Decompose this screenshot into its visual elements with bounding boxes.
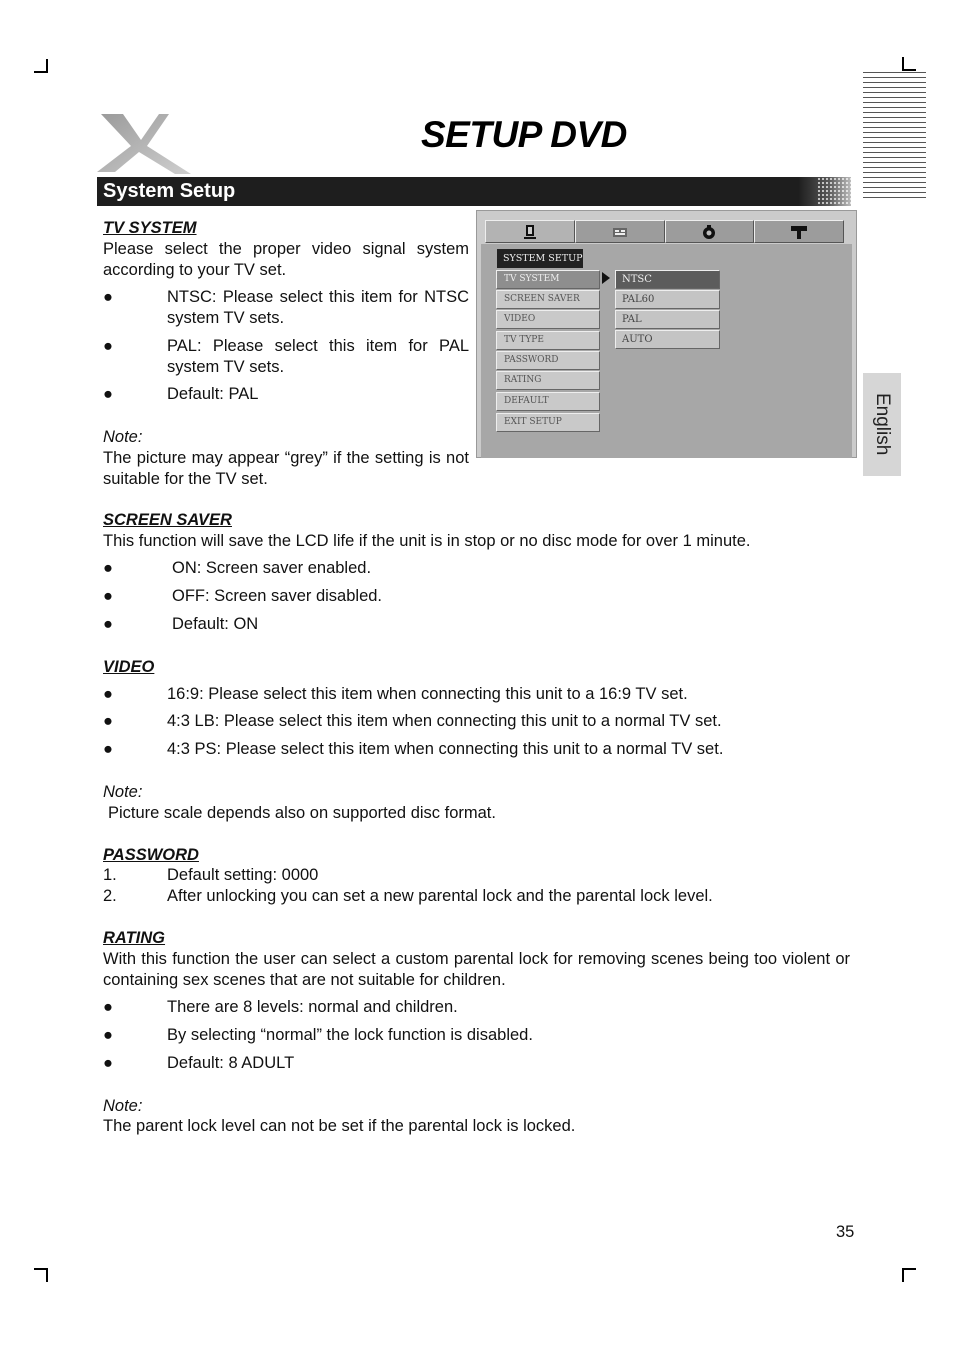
language-tab-label: English [872, 393, 893, 456]
bullet-icon: ● [103, 685, 113, 703]
list-item [103, 1053, 843, 1074]
bullet-icon: ● [103, 587, 113, 605]
list-item [103, 558, 803, 579]
tab-audio [665, 220, 755, 243]
brand-logo-icon [95, 110, 195, 180]
video-bullet-43ps: 4:3 PS: Please select this item when connecting this unit to a normal TV set. [167, 740, 724, 758]
list-item [103, 711, 843, 732]
tv-system-bullet-pal: PAL: Please select this item for PAL system TV sets. [167, 337, 469, 376]
rating-note: The parent lock level can not be set if the parental lock is locked. [103, 1117, 576, 1135]
video-bullet-169: 16:9: Please select this item when connecting this unit to a 16:9 TV set. [167, 685, 688, 703]
tv-system-bullet-default: Default: PAL [167, 385, 259, 403]
bullet-icon: ● [103, 1054, 113, 1072]
rating-heading: RATING [103, 929, 166, 947]
menu-item-exit-setup: EXIT SETUP [496, 413, 600, 432]
bullet-icon: ● [103, 385, 113, 403]
crop-mark-top-right [902, 57, 916, 71]
list-item [103, 586, 803, 607]
setup-menu-screenshot [476, 210, 857, 458]
display-icon [523, 224, 537, 240]
bullet-icon: ● [103, 712, 113, 730]
list-item [103, 287, 469, 329]
list-item [103, 997, 843, 1018]
video-note-label: Note: [103, 783, 143, 801]
section-header-bar [97, 177, 851, 206]
menu-item-video: VIDEO [496, 310, 600, 329]
bullet-icon: ● [103, 288, 113, 306]
menu-item-tv-type: TV TYPE [496, 331, 600, 350]
list-item [103, 865, 843, 886]
list-item [103, 614, 803, 635]
setup-menu-panel [481, 244, 852, 458]
video-heading: VIDEO [103, 658, 155, 676]
tv-system-note-label: Note: [103, 428, 143, 446]
bullet-icon: ● [103, 337, 113, 355]
rating-bullet-levels: There are 8 levels: normal and children. [167, 998, 458, 1016]
tab-language [575, 220, 665, 243]
list-item [103, 384, 469, 405]
bullet-icon: ● [103, 615, 113, 633]
screen-saver-heading: SCREEN SAVER [103, 511, 232, 529]
option-ntsc: NTSC [615, 270, 720, 289]
tv-system-intro: Please select the proper video signal system according to your TV set. [103, 240, 469, 279]
menu-item-default: DEFAULT [496, 392, 600, 411]
rating-bullet-normal: By selecting “normal” the lock function is disabled. [167, 1026, 533, 1044]
list-item [103, 739, 843, 760]
decorative-stripes [863, 72, 926, 200]
tv-system-note: The picture may appear “grey” if the setting is not suitable for the TV set. [103, 449, 469, 488]
setup-menu-heading: SYSTEM SETUP [497, 249, 583, 268]
list-item [103, 684, 843, 705]
tools-icon [790, 224, 808, 240]
bullet-icon: ● [103, 559, 113, 577]
list-item [103, 886, 843, 907]
rating-note-label: Note: [103, 1097, 143, 1115]
video-bullet-43lb: 4:3 LB: Please select this item when connecting this unit to a normal TV set. [167, 712, 722, 730]
menu-item-tv-system: TV SYSTEM [496, 270, 600, 289]
selection-arrow-icon [602, 272, 610, 284]
page-number: 35 [836, 1223, 855, 1241]
list-item [103, 336, 469, 378]
speaker-icon [701, 224, 717, 240]
screen-saver-intro: This function will save the LCD life if the unit is in stop or no disc mode for over 1 minute. [103, 532, 751, 550]
crop-mark-bottom-left [34, 1268, 48, 1282]
tv-system-bullet-ntsc: NTSC: Please select this item for NTSC system TV sets. [167, 288, 469, 327]
option-auto: AUTO [615, 330, 720, 349]
crop-mark-top-left [34, 59, 48, 73]
menu-item-screen-saver: SCREEN SAVER [496, 290, 600, 309]
rating-bullet-default: Default: 8 ADULT [167, 1054, 295, 1072]
option-pal60: PAL60 [615, 290, 720, 309]
password-item-unlock: After unlocking you can set a new parental lock and the parental lock level. [167, 887, 713, 905]
menu-item-password: PASSWORD [496, 351, 600, 370]
screen-saver-bullet-on: ON: Screen saver enabled. [172, 559, 372, 577]
video-note: Picture scale depends also on supported disc format. [108, 804, 496, 822]
section-bar-pattern [817, 177, 851, 206]
language-tab [863, 373, 901, 476]
option-pal: PAL [615, 310, 720, 329]
section-title: System Setup [103, 180, 236, 202]
audio-icon [612, 225, 628, 239]
setup-menu-tabs [485, 220, 844, 243]
tab-system [485, 220, 575, 243]
bullet-icon: ● [103, 740, 113, 758]
rating-intro: With this function the user can select a custom parental lock for removing scenes being too violent or containing sex scenes that are not suitable for children. [103, 950, 850, 989]
password-heading: PASSWORD [103, 846, 199, 864]
list-item [103, 1025, 843, 1046]
crop-mark-bottom-right [902, 1268, 916, 1282]
screen-saver-bullet-off: OFF: Screen saver disabled. [172, 587, 383, 605]
list-number: 2. [103, 887, 117, 905]
list-number: 1. [103, 866, 117, 884]
page-title: SETUP DVD [421, 114, 627, 155]
bullet-icon: ● [103, 1026, 113, 1044]
tab-preference [754, 220, 844, 243]
bullet-icon: ● [103, 998, 113, 1016]
password-item-default: Default setting: 0000 [167, 866, 319, 884]
screen-saver-bullet-default: Default: ON [172, 615, 259, 633]
tv-system-heading: TV SYSTEM [103, 219, 197, 237]
menu-item-rating: RATING [496, 371, 600, 390]
